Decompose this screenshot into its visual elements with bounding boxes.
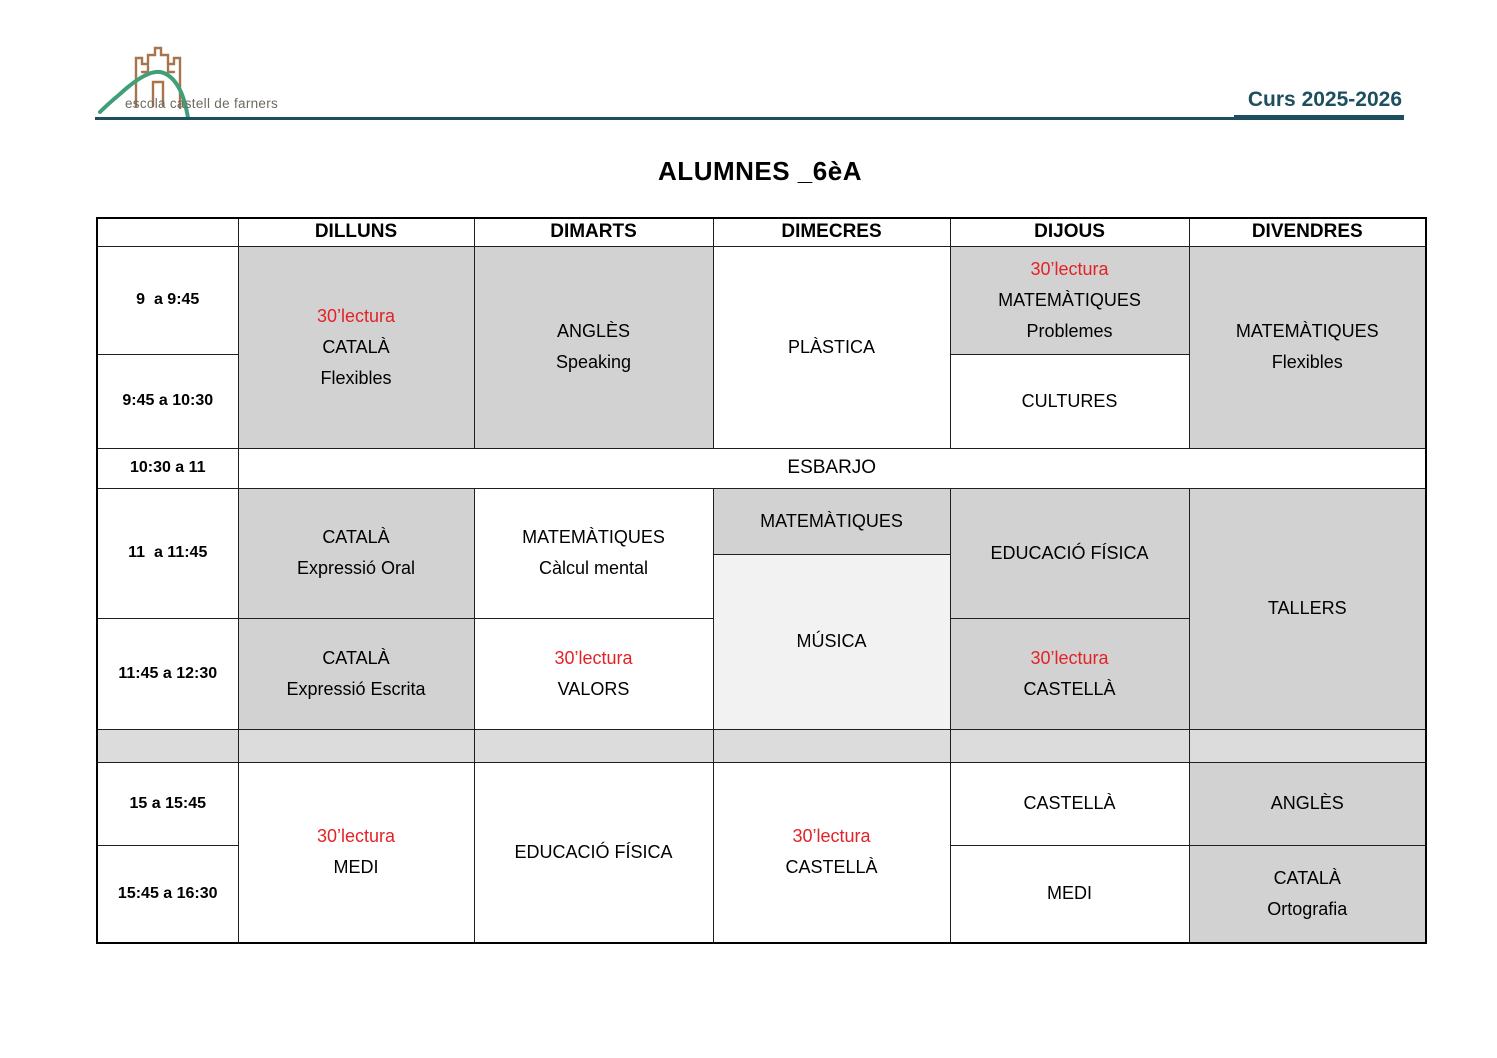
cell-dijous-afternoon-2	[950, 845, 1189, 943]
cell-dimecres-afternoon	[713, 762, 950, 943]
lunch-cell	[1189, 729, 1426, 762]
lecture-label: 30’lectura	[316, 826, 396, 847]
day-header-row	[97, 218, 1426, 246]
subject-detail: Flexibles	[1271, 352, 1343, 372]
subject-label: CATALÀ	[1273, 867, 1341, 888]
subject-detail: Expressió Escrita	[286, 678, 426, 699]
day-header-dilluns: DILLUNS	[238, 218, 474, 246]
cell-dimecres-musica: MÚSICA	[714, 555, 950, 729]
time-slot-1545-1630: 15:45 a 16:30	[97, 845, 238, 943]
subject-label: VALORS	[557, 678, 630, 699]
lecture-label: 30’lectura	[316, 305, 396, 326]
subject-label: MATEMÀTIQUES	[522, 527, 665, 548]
subject-label: CULTURES	[1021, 390, 1118, 411]
cell-dimecres-morning	[713, 246, 950, 448]
lecture-label: 30’lectura	[1030, 647, 1109, 668]
school-name-label: escola castell de farners	[125, 96, 279, 111]
subject-label: CASTELLÀ	[1023, 793, 1116, 813]
row-esbarjo	[97, 448, 1426, 488]
day-header-dimecres: DIMECRES	[713, 218, 950, 246]
cell-dimecres-mid	[713, 488, 950, 729]
cell-dilluns-mid-2	[238, 619, 474, 729]
cell-dijous-afternoon-1	[950, 762, 1189, 845]
cell-esbarjo: ESBARJO	[238, 448, 1426, 488]
time-slot-945-1030: 9:45 a 10:30	[97, 354, 238, 448]
time-slot-11-1145: 11 a 11:45	[97, 488, 238, 619]
day-header-dimarts: DIMARTS	[474, 218, 713, 246]
cell-dimarts-morning	[474, 246, 713, 448]
subject-label: EDUCACIÓ FÍSICA	[514, 841, 673, 862]
subject-label: MATEMÀTIQUES	[1235, 321, 1379, 341]
lecture-label: 30’lectura	[1030, 258, 1109, 279]
row-lunch-break	[97, 729, 1426, 762]
subject-detail: Problemes	[1026, 320, 1113, 341]
course-year-label: Curs 2025-2026	[95, 88, 1404, 119]
subject-detail: Ortografia	[1267, 898, 1348, 919]
cell-dimarts-mid-2	[474, 619, 713, 729]
subject-label: CATALÀ	[322, 527, 390, 548]
subject-label: MEDI	[1047, 883, 1092, 904]
subject-detail: Speaking	[555, 352, 632, 372]
subject-label: ANGLÈS	[556, 321, 631, 341]
day-header-dijous: DIJOUS	[950, 218, 1189, 246]
subject-label: MEDI	[333, 857, 379, 878]
lecture-label: 30’lectura	[792, 826, 871, 847]
lunch-cell	[238, 729, 474, 762]
cell-divendres-afternoon-2	[1189, 845, 1426, 943]
subject-label: CASTELLÀ	[785, 857, 878, 878]
time-slot-15-1545: 15 a 15:45	[97, 762, 238, 845]
cell-dijous-morning-2	[950, 354, 1189, 448]
cell-divendres-mid	[1189, 488, 1426, 729]
timetable	[96, 217, 1427, 944]
corner-cell	[97, 218, 238, 246]
subject-label: PLÀSTICA	[787, 336, 876, 357]
page-title: ALUMNES _6èA	[658, 156, 862, 186]
subject-label: CASTELLÀ	[1023, 678, 1116, 699]
subject-detail: Càlcul mental	[538, 558, 649, 579]
cell-dijous-mid-2	[950, 619, 1189, 729]
row-11-1145	[97, 488, 1426, 619]
lecture-label: 30’lectura	[554, 647, 633, 668]
cell-dilluns-morning	[238, 246, 474, 448]
lunch-cell	[97, 729, 238, 762]
row-9-945	[97, 246, 1426, 354]
cell-divendres-morning	[1189, 246, 1426, 448]
lunch-cell	[474, 729, 713, 762]
day-header-divendres: DIVENDRES	[1189, 218, 1426, 246]
subject-label: MATEMÀTIQUES	[998, 289, 1141, 310]
cell-dimarts-mid-1	[474, 488, 713, 619]
lunch-cell	[713, 729, 950, 762]
time-slot-1145-1230: 11:45 a 12:30	[97, 619, 238, 729]
cell-dilluns-afternoon	[238, 762, 474, 943]
cell-dijous-mid-1	[950, 488, 1189, 619]
cell-dilluns-mid-1	[238, 488, 474, 619]
subject-label: EDUCACIÓ FÍSICA	[990, 542, 1149, 563]
subject-label: TALLERS	[1267, 598, 1347, 618]
subject-label: ANGLÈS	[1270, 793, 1344, 813]
time-slot-9-945: 9 a 9:45	[97, 246, 238, 354]
subject-detail: Flexibles	[320, 367, 392, 388]
cell-dijous-morning-1	[950, 246, 1189, 354]
cell-dimecres-matematiques: MATEMÀTIQUES	[714, 489, 950, 555]
cell-dimarts-afternoon	[474, 762, 713, 943]
lunch-cell	[950, 729, 1189, 762]
subject-label: CATALÀ	[322, 336, 390, 357]
row-15-1545	[97, 762, 1426, 845]
subject-detail: Expressió Oral	[296, 558, 416, 579]
time-slot-1030-11: 10:30 a 11	[97, 448, 238, 488]
subject-label: CATALÀ	[322, 647, 390, 668]
cell-divendres-afternoon-1	[1189, 762, 1426, 845]
